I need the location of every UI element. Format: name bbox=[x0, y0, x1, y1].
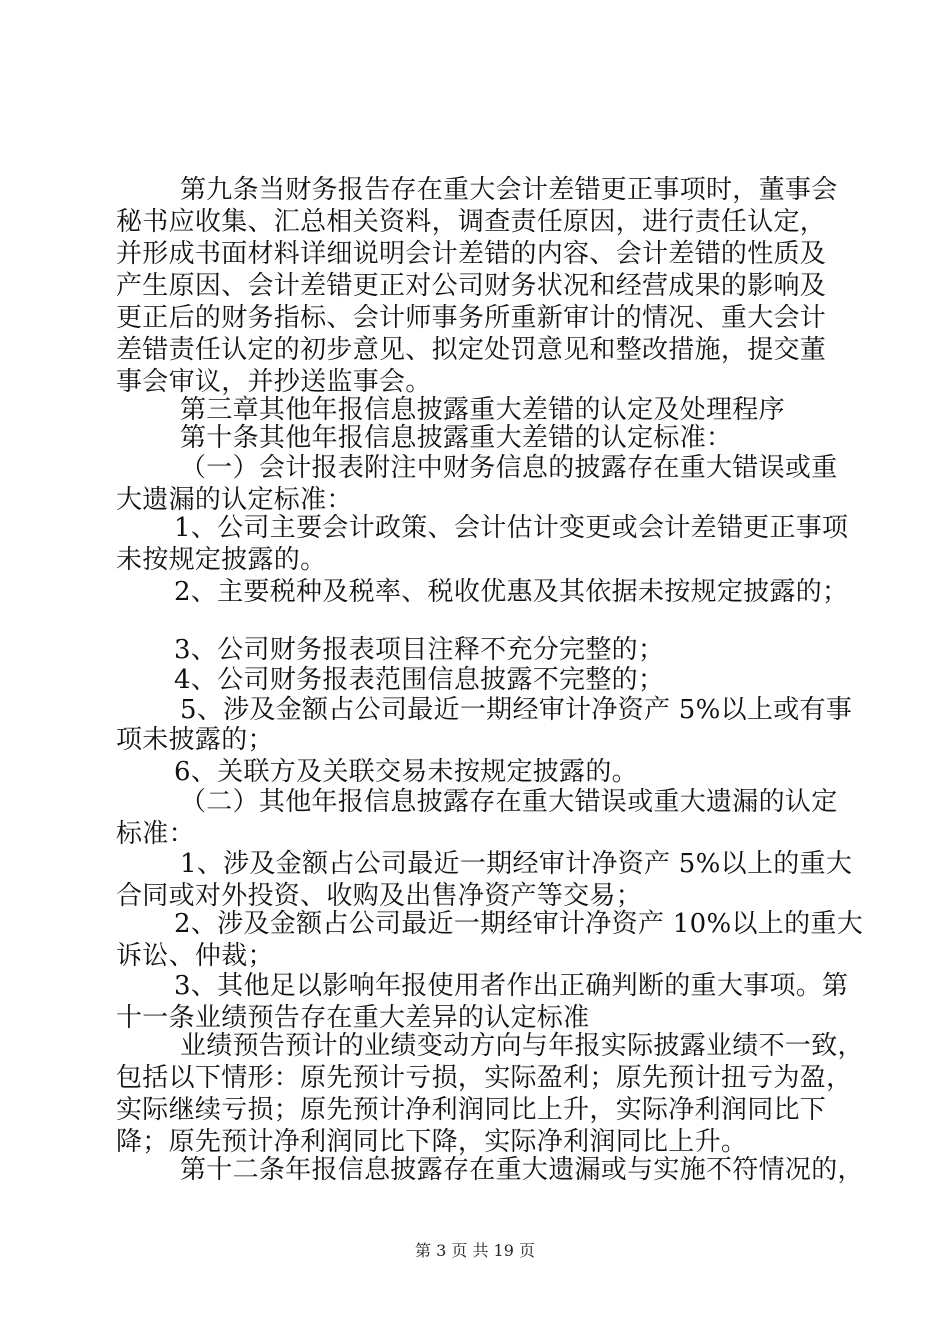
text-line: 并形成书面材料详细说明会计差错的内容、会计差错的性质及 bbox=[116, 239, 827, 269]
text-line: 十一条业绩预告存在重大差异的认定标准 bbox=[116, 1003, 590, 1033]
text-line: 合同或对外投资、收购及出售净资产等交易； bbox=[116, 881, 643, 911]
text-line: 2、涉及金额占公司最近一期经审计净资产 10%以上的重大 bbox=[174, 909, 863, 939]
text-line: 1、涉及金额占公司最近一期经审计净资产 5%以上的重大 bbox=[180, 849, 853, 879]
text-line: 包括以下情形：原先预计亏损，实际盈利；原先预计扭亏为盈， bbox=[116, 1063, 853, 1093]
text-line: 第十二条年报信息披露存在重大遗漏或与实施不符情况的， bbox=[180, 1155, 864, 1185]
text-line: 项未披露的； bbox=[116, 725, 274, 755]
text-line: 业绩预告预计的业绩变动方向与年报实际披露业绩不一致， bbox=[180, 1031, 864, 1061]
text-line: 事会审议，并抄送监事会。 bbox=[116, 367, 432, 397]
text-line: （一）会计报表附注中财务信息的披露存在重大错误或重 bbox=[180, 453, 838, 483]
text-line: 3、其他足以影响年报使用者作出正确判断的重大事项。第 bbox=[174, 971, 849, 1001]
text-line: 实际继续亏损；原先预计净利润同比上升，实际净利润同比下 bbox=[116, 1095, 827, 1125]
text-line: 6、关联方及关联交易未按规定披露的。 bbox=[174, 757, 638, 787]
text-line: 产生原因、会计差错更正对公司财务状况和经营成果的影响及 bbox=[116, 271, 827, 301]
text-line: 4、公司财务报表范围信息披露不完整的； bbox=[174, 665, 665, 695]
text-line: 标准： bbox=[116, 819, 195, 849]
text-line: 未按规定披露的。 bbox=[116, 545, 327, 575]
text-line: 第九条当财务报告存在重大会计差错更正事项时，董事会 bbox=[180, 175, 838, 205]
text-line: 诉讼、仲裁； bbox=[116, 941, 274, 971]
page-number-footer: 第 3 页 共 19 页 bbox=[415, 1241, 535, 1260]
text-line: 3、公司财务报表项目注释不充分完整的； bbox=[174, 635, 665, 665]
article-heading: 第十条其他年报信息披露重大差错的认定标准： bbox=[180, 423, 733, 453]
text-line: 1、公司主要会计政策、会计估计变更或会计差错更正事项 bbox=[174, 513, 849, 543]
text-line: 降；原先预计净利润同比下降，实际净利润同比上升。 bbox=[116, 1127, 748, 1157]
text-line: 2、主要税种及税率、税收优惠及其依据未按规定披露的； bbox=[174, 577, 849, 607]
text-line: 差错责任认定的初步意见、拟定处罚意见和整改措施，提交董 bbox=[116, 335, 827, 365]
text-line: 秘书应收集、汇总相关资料，调查责任原因，进行责任认定， bbox=[116, 207, 827, 237]
text-line: 大遗漏的认定标准： bbox=[116, 485, 353, 515]
text-line: 5、涉及金额占公司最近一期经审计净资产 5%以上或有事 bbox=[180, 695, 853, 725]
chapter-heading: 第三章其他年报信息披露重大差错的认定及处理程序 bbox=[180, 395, 785, 425]
text-line: （二）其他年报信息披露存在重大错误或重大遗漏的认定 bbox=[180, 787, 838, 817]
text-line: 更正后的财务指标、会计师事务所重新审计的情况、重大会计 bbox=[116, 303, 827, 333]
